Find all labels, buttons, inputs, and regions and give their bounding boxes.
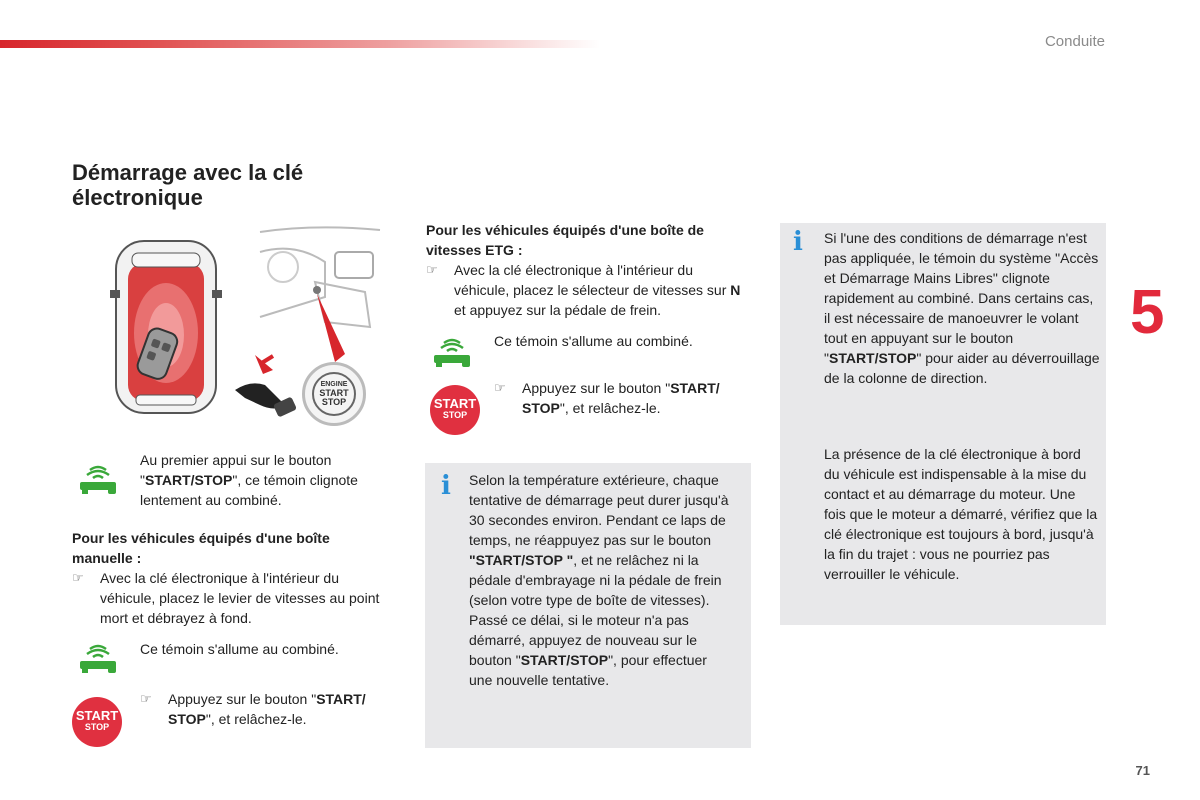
temperature-note-text: Selon la température extérieure, chaque tentative de démarrage peut durer jusqu'à 30 secondes environ. Pendant ce laps de temps, ne réappuyez pas sur le bouton "START/STOP ", et ne relâchez ni la pédale d'embrayage ni la pédale de frein (selon votre type de boîte de vitesses). Passé ce délai, si le moteur n'a pas démarré, appuyez de nouveau sur le bouton "START/STOP", pour effectuer une nouvelle tentative. (469, 472, 729, 688)
foot-pedal-illustration (225, 350, 300, 420)
etg-press-step: ☞ Appuyez sur le bouton "START/ STOP", et relâchez-le. (494, 380, 720, 416)
car-key-illustration (110, 235, 225, 420)
indicator-flash-text: Au premier appui sur le bouton "START/STOP", ce témoin clignote lentement au combiné. (140, 452, 358, 508)
page-title: Démarrage avec la clé électronique (72, 160, 304, 210)
manual-step: ☞ Avec la clé électronique à l'intérieur du véhicule, placez le levier de vitesses au point mort et débrayez à fond. (72, 570, 380, 626)
start-stop-button-icon: START STOP (72, 697, 122, 747)
key-presence-text: La présence de la clé électronique à bord du véhicule est indispensable à la mise du contact et au démarrage du moteur. Une fois que le moteur a démarré, vérifiez que la clé électronique est toujours à bord, jusqu'à la fin du trajet : vous ne pourriez pas verrouiller le véhicule. (824, 446, 1098, 582)
page-number: 71 (1135, 763, 1150, 778)
bullet-icon: ☞ (494, 380, 506, 395)
etg-heading: Pour les véhicules équipés d'une boîte de vitesses ETG : (426, 222, 704, 258)
bullet-icon: ☞ (140, 691, 152, 706)
engine-start-stop-illustration (302, 362, 366, 426)
start-stop-button-icon: START STOP (430, 385, 480, 435)
chapter-number: 5 (1130, 278, 1165, 347)
bullet-icon: ☞ (426, 262, 438, 277)
section-title: Conduite (1044, 33, 1105, 50)
manual-lamp-text: Ce témoin s'allume au combiné. (140, 641, 339, 657)
header-accent-bar (0, 40, 600, 48)
conditions-note-box (780, 223, 1106, 625)
bullet-icon: ☞ (72, 570, 84, 585)
manual-press-step: ☞ Appuyez sur le bouton "START/ STOP", et relâchez-le. (140, 691, 366, 727)
info-icon: i (793, 227, 803, 257)
etg-lamp-text: Ce témoin s'allume au combiné. (494, 333, 693, 349)
key-lamp-icon (78, 464, 118, 501)
conditions-note-text: Si l'une des conditions de démarrage n'est pas appliquée, le témoin du système "Accès et Démarrage Mains Libres" clignote rapidement au combiné. Dans certains cas, il est nécessaire de manoeuvrer le volant tout en appuyant sur le bouton "START/STOP" pour aider au déverrouillage de la colonne de direction. (824, 230, 1100, 386)
stop-label: STOP (321, 397, 347, 407)
start-label: START (319, 388, 349, 398)
info-icon: i (441, 471, 451, 501)
engine-label: ENGINE (320, 381, 348, 388)
temperature-note-box (425, 463, 751, 748)
key-lamp-icon (78, 643, 118, 680)
key-lamp-icon (432, 337, 472, 374)
etg-step: ☞ Avec la clé électronique à l'intérieur du véhicule, placez le sélecteur de vitesses sur N et appuyez sur la pédale de frein. (426, 262, 741, 318)
manual-heading: Pour les véhicules équipés d'une boîte manuelle : (72, 530, 330, 566)
car-topview-icon (110, 235, 225, 420)
foot-on-pedal-icon (225, 350, 300, 420)
